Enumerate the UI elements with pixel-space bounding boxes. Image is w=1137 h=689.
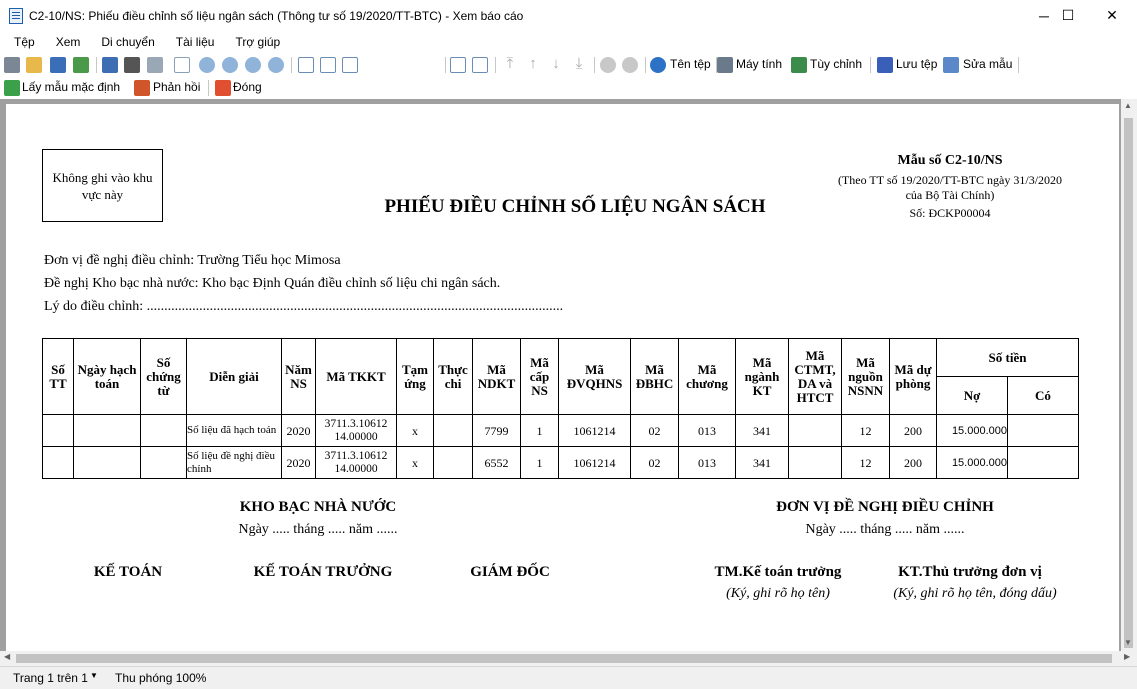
adjust-reason: Lý do điều chỉnh: ....................................................................................................................... [44, 299, 564, 314]
col-dvqhns: Mã ĐVQHNS [559, 339, 631, 415]
circular-reference-2: của Bộ Tài Chính) [905, 188, 995, 202]
zoom-out-icon[interactable] [245, 57, 261, 73]
col-ndkt: Mã NDKT [473, 339, 521, 415]
hand-tool-icon[interactable] [174, 57, 190, 73]
col-reserve: Mã dự phòng [890, 339, 937, 415]
horizontal-scroll-thumb[interactable] [16, 654, 1112, 663]
kt-head-note: (Ký, ghi rõ họ tên, đóng dấu) [893, 586, 1057, 601]
last-page-icon[interactable]: ⤓ [575, 55, 583, 72]
scroll-right-icon[interactable]: ▶ [1124, 652, 1131, 661]
treasury-request: Đề nghị Kho bạc nhà nước: Kho bạc Định Quán điều chỉnh số liệu chi ngân sách. [44, 276, 501, 291]
feedback-button[interactable]: Phản hồi [153, 80, 201, 94]
col-budget-level: Mã cấp NS [521, 339, 559, 415]
window-title: C2-10/NS: Phiếu điều chỉnh số liệu ngân sách (Thông tư số 19/2020/TT-BTC) - Xem báo cáo [29, 8, 524, 23]
save-file-button[interactable]: Lưu tệp [896, 57, 938, 71]
customize-button[interactable]: Tùy chỉnh [810, 57, 863, 71]
kt-head-label: KT.Thủ trưởng đơn vị [898, 564, 1042, 580]
report-title: PHIẾU ĐIỀU CHỈNH SỐ LIỆU NGÂN SÁCH [384, 196, 766, 217]
close-report-button[interactable]: Đóng [233, 80, 262, 94]
zoom-in-icon[interactable] [222, 57, 238, 73]
edit-template-icon [943, 57, 959, 73]
status-bar [0, 666, 1137, 689]
find-binoculars-icon[interactable] [124, 57, 140, 73]
single-page-icon[interactable] [450, 57, 466, 73]
menu-file[interactable]: Tệp [14, 35, 35, 49]
preview-icon[interactable] [147, 57, 163, 73]
col-sector: Mã ngành KT [736, 339, 789, 415]
requesting-unit: Đơn vị đề nghị điều chỉnh: Trường Tiểu học Mimosa [44, 253, 341, 268]
close-window-button[interactable]: ✕ [1106, 7, 1118, 23]
back-icon[interactable] [600, 57, 616, 73]
maximize-button[interactable]: ☐ [1061, 7, 1075, 23]
col-credit: Có [1008, 377, 1079, 415]
form-code: Mẫu số C2-10/NS [897, 153, 1003, 168]
toolbar-main [0, 53, 1137, 77]
adjustment-table [42, 338, 1079, 479]
menu-document[interactable]: Tài liệu [175, 35, 215, 49]
forward-icon[interactable] [622, 57, 638, 73]
col-ctmt: Mã CTMT, DA và HTCT [789, 339, 842, 415]
zoom-fit-icon[interactable] [268, 57, 284, 73]
close-icon [215, 80, 231, 96]
page-indicator[interactable]: Trang 1 trên 1 [13, 671, 88, 685]
col-fund-source: Mã nguồn NSNN [842, 339, 890, 415]
col-description: Diễn giải [187, 339, 282, 415]
file-name-button[interactable]: Tên tệp [670, 57, 711, 71]
export-icon[interactable] [73, 57, 89, 73]
table-row: Số liệu đề nghị điều chỉnh 2020 3711.3.10612 14.00000 x 6552 1 1061214 02 013 341 12 200 15.000.000 [43, 447, 1079, 479]
save-file-icon [877, 57, 893, 73]
save-icon[interactable] [50, 57, 66, 73]
no-write-box: Không ghi vào khu vực này [42, 149, 163, 222]
unit-signature-title: ĐƠN VỊ ĐỀ NGHỊ ĐIỀU CHỈNH [776, 499, 994, 515]
minimize-button[interactable]: ─ [1039, 7, 1049, 24]
menu-view[interactable]: Xem [55, 35, 81, 49]
treasury-signature-title: KHO BẠC NHÀ NƯỚC [239, 499, 397, 515]
feedback-icon [134, 80, 150, 96]
next-page-icon[interactable]: ↓ [552, 55, 560, 72]
edit-template-button[interactable]: Sửa mẫu [963, 57, 1013, 71]
toolbar-secondary [0, 77, 1137, 99]
document-number: Số: ĐCKP00004 [909, 206, 991, 220]
prev-page-icon[interactable]: ↑ [529, 55, 537, 72]
scroll-up-icon[interactable]: ▲ [1124, 101, 1132, 110]
accountant-label: KẾ TOÁN [93, 564, 163, 580]
zoom-status: Thu phóng 100% [115, 671, 207, 685]
col-debit: Nợ [937, 377, 1008, 415]
whole-page-icon[interactable] [320, 57, 336, 73]
col-amount: Số tiền [937, 339, 1079, 377]
col-advance: Tạm ứng [397, 339, 434, 415]
vertical-scroll-thumb[interactable] [1124, 118, 1133, 648]
customize-icon [791, 57, 807, 73]
col-voucher-no: Số chứng từ [141, 339, 187, 415]
chief-accountant-label: KẾ TOÁN TRƯỞNG [253, 564, 393, 580]
chevron-down-icon[interactable]: ▼ [90, 671, 98, 680]
unit-signature-date: Ngày ..... tháng ..... năm ...... [805, 522, 965, 537]
menu-help[interactable]: Trợ giúp [235, 35, 281, 49]
actual-size-icon[interactable] [342, 57, 358, 73]
calculator-icon [717, 57, 733, 73]
table-row: Số liệu đã hạch toán 2020 3711.3.10612 14.00000 x 7799 1 1061214 02 013 341 12 200 15.000.000 [43, 415, 1079, 447]
calculator-button[interactable]: Máy tính [736, 57, 783, 71]
director-label: GIÁM ĐỐC [470, 564, 550, 580]
info-icon [650, 57, 666, 73]
scroll-down-icon[interactable]: ▼ [1124, 638, 1132, 647]
treasury-signature-date: Ngày ..... tháng ..... năm ...... [238, 522, 398, 537]
circular-reference: (Theo TT số 19/2020/TT-BTC ngày 31/3/2020 [837, 173, 1063, 187]
zoom-icon[interactable] [199, 57, 215, 73]
col-actual: Thực chi [434, 339, 473, 415]
col-budget-year: Năm NS [282, 339, 316, 415]
col-chapter: Mã chương [679, 339, 736, 415]
open-folder-icon[interactable] [26, 57, 42, 73]
row-description: Số liệu đã hạch toán [187, 415, 282, 447]
col-stt: Số TT [43, 339, 74, 415]
table-icon[interactable] [102, 57, 118, 73]
default-template-icon [4, 80, 20, 96]
row-description: Số liệu đề nghị điều chỉnh [187, 447, 282, 479]
page-width-icon[interactable] [298, 57, 314, 73]
multi-page-icon[interactable] [472, 57, 488, 73]
title-bar [0, 0, 1137, 31]
print-icon[interactable] [4, 57, 20, 73]
tm-chief-accountant-label: TM.Kế toán trưởng [714, 564, 842, 580]
default-template-button[interactable]: Lấy mẫu mặc định [22, 80, 121, 94]
menu-bar [0, 31, 1137, 53]
scroll-left-icon[interactable]: ◀ [4, 652, 11, 661]
menu-navigate[interactable]: Di chuyển [101, 35, 155, 49]
col-posting-date: Ngày hạch toán [74, 339, 141, 415]
first-page-icon[interactable]: ⤒ [506, 55, 514, 72]
app-icon [9, 8, 23, 24]
col-account-code: Mã TKKT [316, 339, 397, 415]
tm-chief-accountant-note: (Ký, ghi rõ họ tên) [726, 586, 830, 601]
col-dbhc: Mã ĐBHC [631, 339, 679, 415]
